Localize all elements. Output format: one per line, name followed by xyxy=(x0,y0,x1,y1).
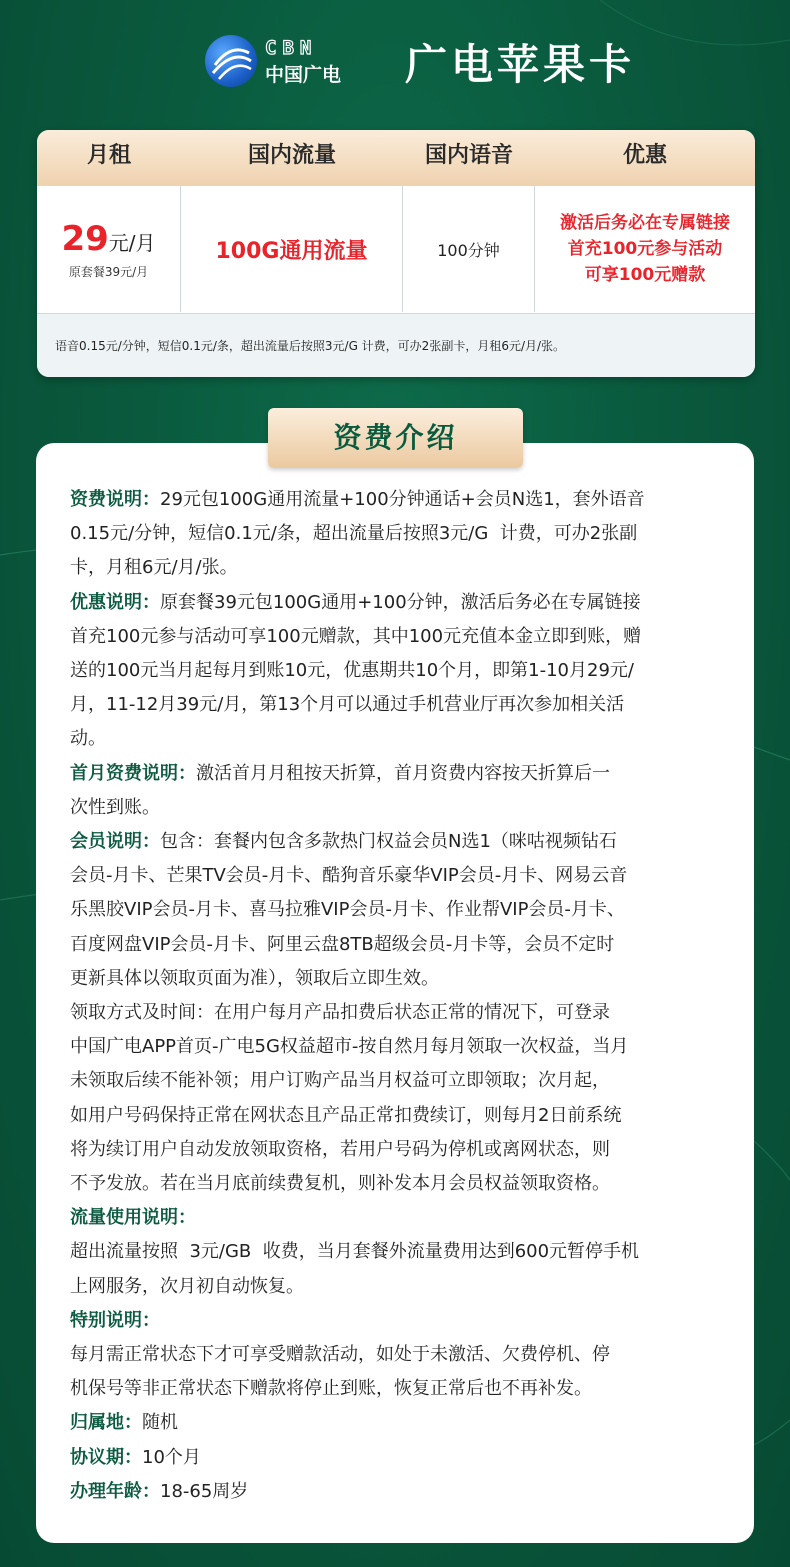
section-label: 特别说明： xyxy=(70,1309,160,1331)
intro-line xyxy=(70,1406,725,1440)
section-text: 上网服务，次月初自动恢复。 xyxy=(70,1275,304,1297)
section-text: 乐黑胶VIP会员-月卡、喜马拉雅VIP会员-月卡、作业帮VIP会员-月卡、 xyxy=(70,899,625,921)
intro-line xyxy=(70,1099,725,1133)
section-text: 未领取后续不能补领；用户订购产品当月权益可立即领取；次月起， xyxy=(70,1070,610,1092)
section-text: 机保号等非正常状态下赠款将停止到账，恢复正常后也不再补发。 xyxy=(70,1378,592,1400)
intro-line xyxy=(70,586,725,620)
section-label: 首月资费说明： xyxy=(70,762,196,784)
intro-line xyxy=(70,859,725,893)
page-title: 广电苹果卡 xyxy=(405,40,636,89)
intro-line xyxy=(70,996,725,1030)
cell-flow xyxy=(181,186,403,312)
section-text: 如用户号码保持正常在网状态且产品正常扣费续订，则每月2日前系统 xyxy=(70,1104,622,1126)
section-label: 协议期： xyxy=(70,1446,142,1468)
section-text: 中国广电APP首页-广电5G权益超市-按自然月每月领取一次权益，当月 xyxy=(70,1036,629,1058)
intro-line xyxy=(70,1133,725,1167)
intro-line xyxy=(70,1372,725,1406)
intro-line xyxy=(70,893,725,927)
logo-text-cn: 中国广电 xyxy=(265,64,342,86)
section-text: 18-65周岁 xyxy=(160,1480,249,1502)
cell-promo xyxy=(535,186,755,312)
section-text: 动。 xyxy=(70,728,106,750)
promo-line: 可享100元赠款 xyxy=(584,265,706,285)
plan-table xyxy=(37,130,755,377)
intro-line xyxy=(70,551,725,585)
header xyxy=(0,0,790,125)
voice-value: 100分钟 xyxy=(437,240,500,260)
intro-line xyxy=(70,688,725,722)
section-text: 送的100元当月起每月到账10元，优惠期共10个月，即第1-10月29元/ xyxy=(70,660,634,682)
section-text: 激活首月月租按天折算，首月资费内容按天折算后一 xyxy=(196,762,610,784)
intro-line xyxy=(70,1030,725,1064)
header-discount: 优惠 xyxy=(622,143,667,168)
header-domestic-voice: 国内语音 xyxy=(424,143,513,168)
section-text: 10个月 xyxy=(142,1446,201,1468)
intro-line xyxy=(70,1167,725,1201)
intro-line xyxy=(70,1475,725,1509)
intro-line xyxy=(70,791,725,825)
section-text: 随机 xyxy=(142,1412,178,1434)
section-text: 不予发放。若在当月底前续费复机，则补发本月会员权益领取资格。 xyxy=(70,1173,610,1195)
flow-value: 100G通用流量 xyxy=(215,238,368,264)
intro-line xyxy=(70,517,725,551)
promo-line: 首充100元参与活动 xyxy=(567,239,723,259)
table-row xyxy=(37,186,755,312)
price-unit: 元/月 xyxy=(108,230,156,255)
header-monthly-fee: 月租 xyxy=(86,143,131,168)
intro-line xyxy=(70,1338,725,1372)
original-price: 原套餐39元/月 xyxy=(68,264,149,279)
intro-line xyxy=(70,722,725,756)
section-text: 卡，月租6元/月/张。 xyxy=(70,557,238,579)
promo-text xyxy=(560,210,730,288)
section-text: 更新具体以领取页面为准），领取后立即生效。 xyxy=(70,967,439,989)
section-label: 办理年龄： xyxy=(70,1480,160,1502)
section-text: 包含：套餐内包含多款热门权益会员N选1（咪咕视频钻石 xyxy=(160,831,617,853)
header-domestic-data: 国内流量 xyxy=(247,143,336,168)
section-label: 优惠说明： xyxy=(70,591,160,613)
price-number: 29 xyxy=(61,218,109,259)
section-text: 月，11-12月39元/月，第13个月可以通过手机营业厅再次参加相关活 xyxy=(70,694,625,716)
section-label: 资费说明： xyxy=(70,489,160,510)
section-text: 首充100元参与活动可享100元赠款，其中100元充值本金立即到账，赠 xyxy=(70,625,642,647)
intro-line xyxy=(70,825,725,859)
section-label: 归属地： xyxy=(70,1412,142,1434)
section-text: 原套餐39元包100G通用+100分钟，激活后务必在专属链接 xyxy=(160,591,641,613)
cell-price xyxy=(37,186,181,312)
intro-line xyxy=(70,620,725,654)
table-note: 语音0.15元/分钟，短信0.1元/条，超出流量后按照3元/G 计费，可办2张副卡，月租6元/月/张。 xyxy=(37,313,755,377)
section-text: 每月需正常状态下才可享受赠款活动，如处于未激活、欠费停机、停 xyxy=(70,1344,610,1366)
logo-text-en: CBN xyxy=(265,37,318,59)
section-text: 会员-月卡、芒果TV会员-月卡、酷狗音乐豪华VIP会员-月卡、网易云音 xyxy=(70,865,628,887)
cell-voice xyxy=(403,186,535,312)
intro-line xyxy=(70,1235,725,1269)
intro-line xyxy=(70,1064,725,1098)
section-text: 次性到账。 xyxy=(70,796,160,818)
intro-content xyxy=(70,483,725,1509)
intro-section-label xyxy=(70,1304,725,1338)
intro-line xyxy=(70,654,725,688)
section-label: 会员说明： xyxy=(70,831,160,853)
cbn-logo xyxy=(205,35,345,89)
cbn-globe-icon xyxy=(205,35,257,87)
intro-line xyxy=(70,1441,725,1475)
intro-line xyxy=(70,928,725,962)
intro-line xyxy=(70,962,725,996)
section-text: 29元包100G通用流量+100分钟通话+会员N选1，套外语音 xyxy=(160,489,645,510)
section-text: 百度网盘VIP会员-月卡、阿里云盘8TB超级会员-月卡等，会员不定时 xyxy=(70,933,615,955)
section-text: 领取方式及时间：在用户每月产品扣费后状态正常的情况下，可登录 xyxy=(70,1002,610,1024)
section-label: 流量使用说明： xyxy=(70,1207,196,1229)
intro-title: 资费介绍 xyxy=(268,408,523,468)
intro-line xyxy=(70,483,725,517)
intro-line xyxy=(70,757,725,791)
section-text: 超出流量按照 3元/GB 收费，当月套餐外流量费用达到600元暂停手机 xyxy=(70,1241,640,1263)
section-text: 0.15元/分钟，短信0.1元/条，超出流量后按照3元/G 计费，可办2张副 xyxy=(70,523,638,545)
intro-section-label xyxy=(70,1201,725,1235)
intro-line xyxy=(70,1270,725,1304)
section-text: 将为续订用户自动发放领取资格，若用户号码为停机或离网状态，则 xyxy=(70,1138,610,1160)
promo-line: 激活后务必在专属链接 xyxy=(560,213,730,233)
